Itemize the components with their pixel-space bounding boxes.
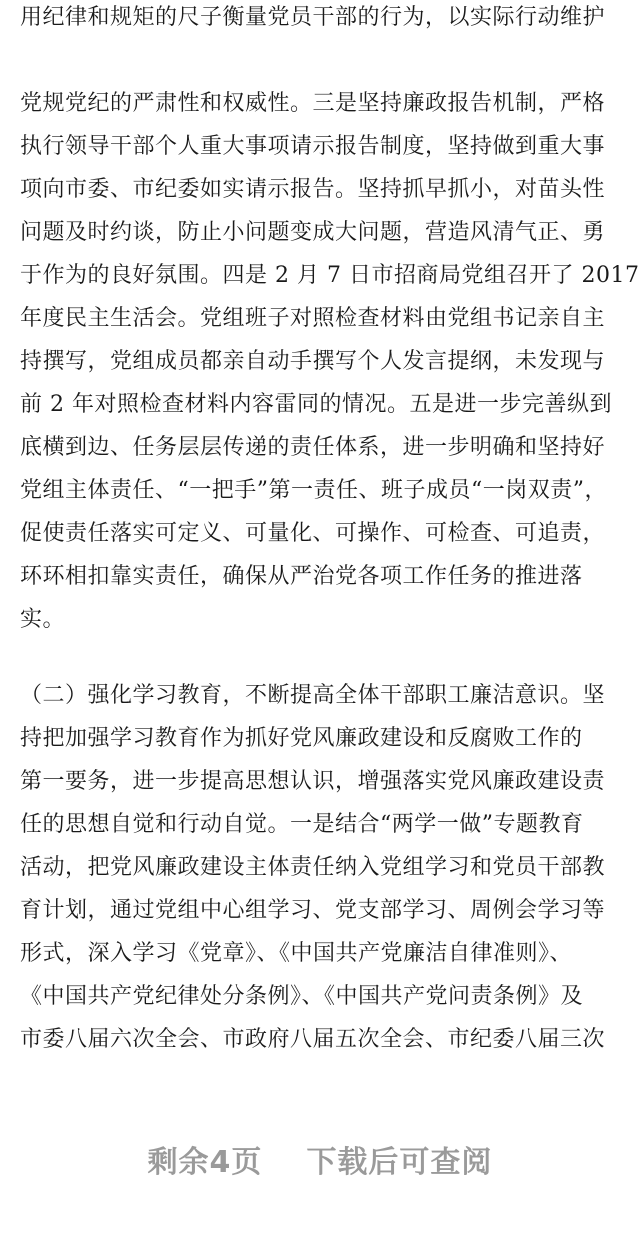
text-line: 用纪律和规矩的尺子衡量党员干部的行为，以实际行动维护 (20, 5, 606, 30)
text-line: 任的思想自觉和行动自觉。一是结合“两学一做”专题教育 (20, 812, 584, 837)
text-line: 持把加强学习教育作为抓好党风廉政建设和反腐败工作的 (20, 726, 583, 751)
text-line: 市委八届六次全会、市政府八届五次全会、市纪委八届三次 (20, 1027, 606, 1052)
text-line: 问题及时约谈，防止小问题变成大问题，营造风清气正、勇 (20, 220, 606, 245)
text-line: 环环相扣靠实责任，确保从严治党各项工作任务的推进落 (20, 564, 583, 589)
text-line: 前 2 年对照检查材料内容雷同的情况。五是进一步完善纵到 (20, 392, 612, 417)
download-prompt[interactable] (0, 1137, 640, 1189)
text-line: 党规党纪的严肃性和权威性。三是坚持廉政报告机制，严格 (20, 91, 606, 116)
text-line: 党组主体责任、“一把手”第一责任、班子成员“一岗双责”， (20, 478, 607, 503)
section-heading-line: （二）强化学习教育，不断提高全体干部职工廉洁意识。坚 (20, 683, 606, 708)
download-to-view-label: 下载后可查阅 (306, 1145, 493, 1180)
text-line: 执行领导干部个人重大事项请示报告制度，坚持做到重大事 (20, 134, 606, 159)
text-line: 促使责任落实可定义、可量化、可操作、可检查、可追责， (20, 521, 606, 546)
text-line: 年度民主生活会。党组班子对照检查材料由党组书记亲自主 (20, 306, 606, 331)
text-line: 持撰写，党组成员都亲自动手撰写个人发言提纲，未发现与 (20, 349, 606, 374)
text-line: 于作为的良好氛围。四是 2 月 7 日市招商局党组召开了 2017 (20, 263, 640, 288)
text-line: 实。 (20, 607, 66, 632)
text-line: 育计划，通过党组中心组学习、党支部学习、周例会学习等 (20, 898, 606, 923)
text-line: 底横到边、任务层层传递的责任体系，进一步明确和坚持好 (20, 435, 606, 460)
text-line: 项向市委、市纪委如实请示报告。坚持抓早抓小，对苗头性 (20, 177, 606, 202)
text-line: 形式，深入学习《党章》、《中国共产党廉洁自律准则》、 (20, 941, 573, 966)
text-line: 《中国共产党纪律处分条例》、《中国共产党问责条例》及 (20, 984, 584, 1009)
text-line: 活动，把党风廉政建设主体责任纳入党组学习和党员干部教 (20, 855, 606, 880)
remaining-pages-label: 剩余4页 (147, 1145, 263, 1180)
text-line: 第一要务，进一步提高思想认识，增强落实党风廉政建设责 (20, 769, 606, 794)
